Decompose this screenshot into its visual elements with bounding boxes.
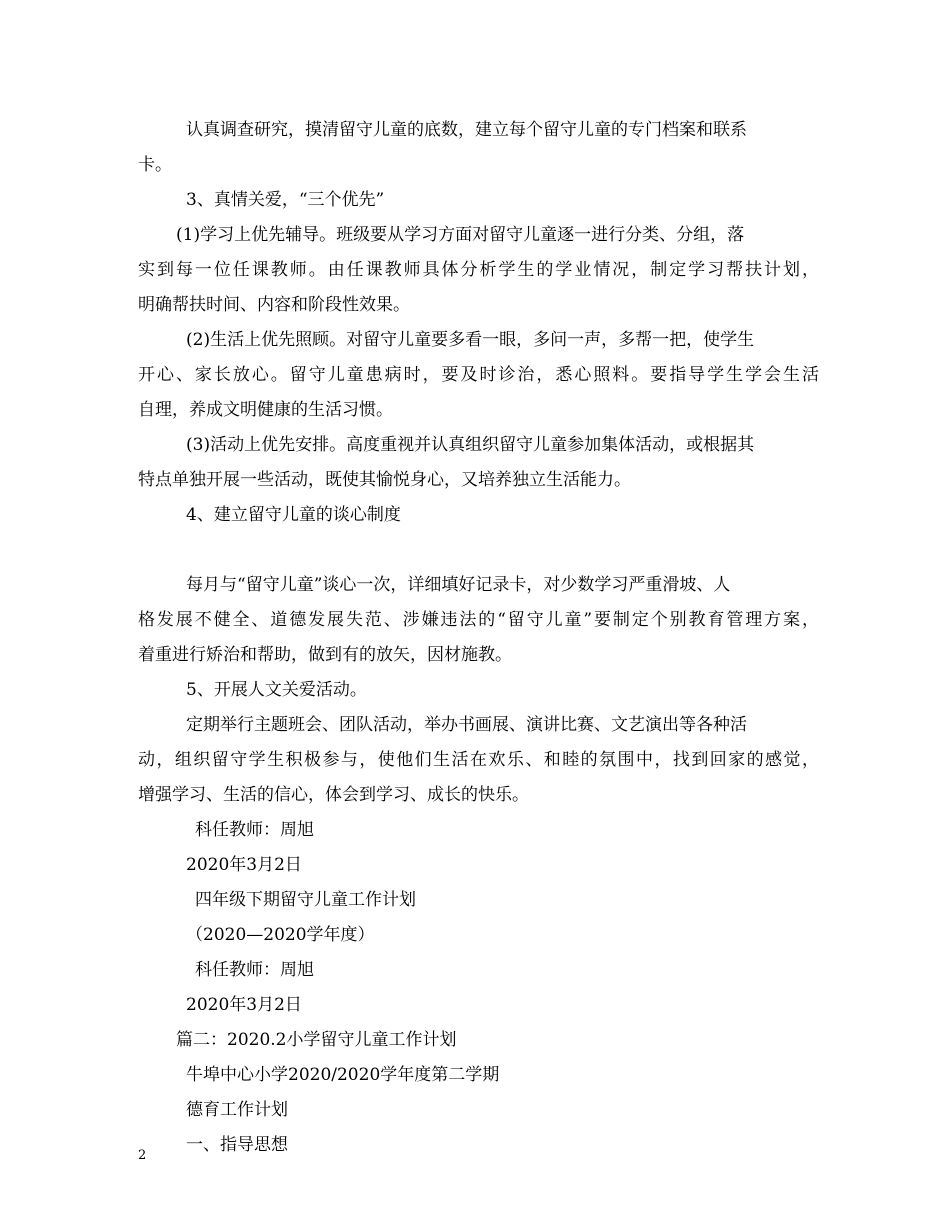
- text-line: 开心、家长放心。留守儿童患病时，要及时诊治，悉心照料。要指导学生学会生活: [138, 365, 819, 385]
- school-title: 牛埠中心小学2020/2020学年度第二学期: [186, 1065, 500, 1085]
- section-heading: 3、真情关爱，“三个优先”: [186, 190, 385, 210]
- text-line: (3)活动上优先安排。高度重视并认真组织留守儿童参加集体活动，或根据其: [186, 435, 755, 455]
- text-line: 自理，养成文明健康的生活习惯。: [138, 400, 393, 420]
- text-line: 特点单独开展一些活动，既使其愉悦身心，又培养独立生活能力。: [138, 470, 631, 490]
- signature-date: 2020年3月2日: [186, 855, 302, 875]
- section-heading: 5、开展人文关爱活动。: [186, 680, 367, 700]
- text-line: 定期举行主题班会、团队活动，举办书画展、演讲比赛、文艺演出等各种活: [186, 715, 747, 735]
- text-line: (1)学习上优先辅导。班级要从学习方面对留守儿童逐一进行分类、分组，落: [176, 225, 745, 245]
- academic-year: （2020—2020学年度）: [186, 925, 375, 945]
- text-line: 卡。: [138, 155, 172, 175]
- text-line: 明确帮扶时间、内容和阶段性效果。: [138, 295, 410, 315]
- text-line: 着重进行矫治和帮助，做到有的放矢，因材施教。: [138, 645, 512, 665]
- text-line: 认真调查研究，摸清留守儿童的底数，建立每个留守儿童的专门档案和联系: [186, 120, 747, 140]
- signature-teacher: 科任教师：周旭: [195, 820, 314, 840]
- text-line: 动，组织留守学生积极参与，使他们生活在欢乐、和睦的氛围中，找到回家的感觉，: [138, 750, 819, 770]
- text-line: 格发展不健全、道德发展失范、涉嫌违法的“留守儿童”要制定个别教育管理方案，: [138, 610, 819, 630]
- section-heading: 4、建立留守儿童的谈心制度: [186, 505, 401, 525]
- chapter-heading: 篇二：2020.2小学留守儿童工作计划: [176, 1030, 457, 1050]
- document-title: 四年级下期留守儿童工作计划: [195, 890, 416, 910]
- signature-date: 2020年3月2日: [186, 995, 302, 1015]
- plan-title: 德育工作计划: [186, 1100, 288, 1120]
- signature-teacher: 科任教师：周旭: [195, 960, 314, 980]
- section-heading: 一、指导思想: [186, 1135, 288, 1155]
- text-line: 实到每一位任课教师。由任课教师具体分析学生的学业情况，制定学习帮扶计划，: [138, 260, 819, 280]
- page-number: 2: [138, 1148, 147, 1163]
- text-line: 增强学习、生活的信心，体会到学习、成长的快乐。: [138, 785, 529, 805]
- text-line: 每月与“留守儿童”谈心一次，详细填好记录卡，对少数学习严重滑坡、人: [186, 575, 731, 595]
- text-line: (2)生活上优先照顾。对留守儿童要多看一眼，多问一声，多帮一把，使学生: [186, 330, 755, 350]
